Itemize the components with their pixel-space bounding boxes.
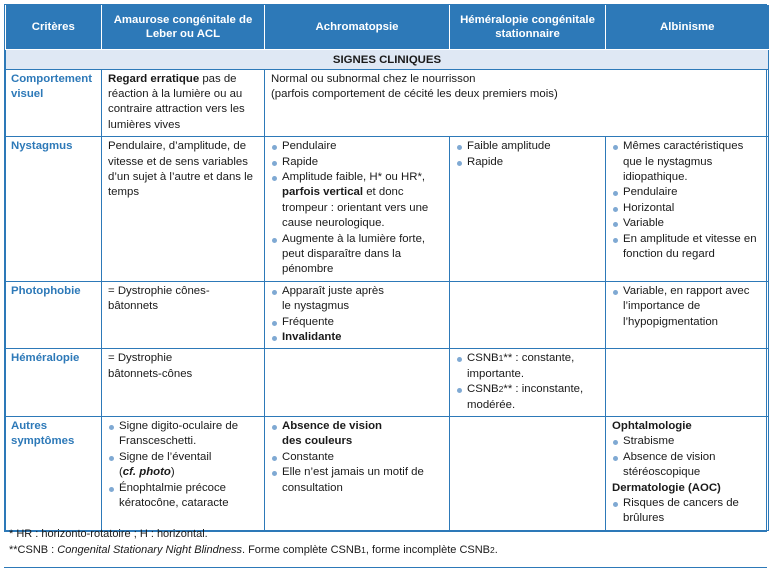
cell-autres-hcs [450, 417, 606, 531]
list-item: Pendulaire [612, 185, 763, 200]
list-item [456, 382, 600, 413]
text-forme-incomplete: , forme incomplète CSNB [365, 544, 491, 556]
list-item: Mêmes caractéristiques que le nystagmus idiopathique. [612, 139, 763, 185]
clinical-signs-table-frame [4, 4, 767, 532]
text-regard-erratique: Regard erratique [108, 72, 200, 85]
text-csnb-index: 2 [498, 384, 504, 395]
list-item: Absence de vision stéréoscopique [612, 450, 763, 481]
header-criteres: Critères [6, 5, 102, 49]
cell-nystagmus-acl: Pendulaire, d’amplitude, de vitesse et de sens variables d’un sujet à l’autre et dans le temps [102, 137, 265, 282]
label-nystagmus: Nystagmus [6, 137, 102, 282]
list-item [271, 170, 444, 232]
text-period: . [494, 544, 498, 556]
list-photophobie-achro [271, 284, 444, 346]
row-autres [6, 417, 769, 531]
cell-hemeralopie-achro [265, 349, 450, 417]
row-photophobie [6, 281, 769, 349]
text-regard-rest: pas de réaction à la lumière ou au contraire attraction vers les lumières vives [108, 72, 245, 131]
header-albinisme: Albinisme [606, 5, 769, 49]
row-comportement [6, 69, 769, 137]
header-acl: Amaurose congénitale de Leber ou ACL [102, 5, 265, 49]
heading-ophtalmologie: Ophtalmologie [612, 420, 692, 433]
footnotes [4, 526, 767, 558]
label-comportement: Comportement visuel [6, 69, 102, 137]
cell-photophobie-albi [606, 281, 769, 349]
text-csnb-desc: ** : inconstante, modérée. [467, 383, 584, 411]
heading-dermatologie: Dermatologie (AOC) [612, 481, 721, 494]
cell-comportement-merged [265, 69, 769, 137]
list-item: Horizontal [612, 201, 763, 216]
text-paren-close: ) [170, 466, 175, 479]
label-autres: Autres symptômes [6, 417, 102, 531]
list-item: Absence de vision des couleurs [271, 419, 444, 450]
text-csnb-1: 1 [361, 545, 366, 555]
section-row [6, 49, 769, 69]
cell-nystagmus-hcs [450, 137, 606, 282]
list-item: Énophtalmie précoce kératocône, cataracte [108, 481, 259, 512]
cell-nystagmus-achro [265, 137, 450, 282]
cell-autres-albi [606, 417, 769, 531]
clinical-signs-table [5, 5, 769, 531]
list-item [108, 450, 259, 481]
cell-nystagmus-albi [606, 137, 769, 282]
header-hcs: Héméralopie congénitale stationnaire [450, 5, 606, 49]
list-item: Constante [271, 450, 444, 465]
text-parfois-vertical: parfois vertical [282, 186, 364, 199]
list-item: Pendulaire [271, 139, 444, 154]
list-item [456, 351, 600, 382]
text-amplitude: Amplitude faible, H* ou HR*, [282, 170, 426, 183]
list-hemeralopie-hcs [456, 351, 600, 413]
cell-photophobie-hcs [450, 281, 606, 349]
list-item: Risques de cancers de brûlures [612, 496, 763, 527]
list-item: Rapide [456, 155, 600, 170]
header-row [6, 5, 769, 49]
list-item: Fréquente [271, 315, 444, 330]
text-paren-open: ( [119, 466, 123, 479]
list-nystagmus-albi [612, 139, 763, 262]
list-nystagmus-achro [271, 139, 444, 278]
list-autres-albi-dermato [612, 496, 763, 527]
list-item: Strabisme [612, 434, 763, 449]
text-csnb-index: 1 [498, 353, 504, 364]
text-csnb-english: Congenital Stationary Night Blindness [57, 544, 242, 556]
text-forme-complete: . Forme complète CSNB [241, 544, 362, 556]
row-hemeralopie [6, 349, 769, 417]
cell-hemeralopie-albi [606, 349, 769, 417]
list-item: Faible amplitude [456, 139, 600, 154]
list-item: Signe digito-oculaire de Fransceschetti. [108, 419, 259, 450]
cell-photophobie-achro [265, 281, 450, 349]
list-item: En amplitude et vitesse en fonction du regard [612, 232, 763, 263]
footnote-hr: * HR : horizonto-rotatoire ; H : horizontal. [9, 528, 208, 540]
list-item: Variable [612, 216, 763, 231]
text-cecite: (parfois comportement de cécité les deux premiers mois) [271, 87, 558, 100]
list-autres-achro [271, 419, 444, 496]
list-item: Augmente à la lumière forte, peut disparaître dans la pénombre [271, 232, 444, 278]
label-photophobie: Photophobie [6, 281, 102, 349]
cell-autres-achro [265, 417, 450, 531]
text-csnb: CSNB [467, 352, 499, 365]
text-csnb-prefix: **CSNB : [9, 544, 58, 556]
text-csnb-desc: ** : constante, importante. [467, 352, 575, 380]
cell-hemeralopie-acl: = Dystrophie bâtonnets-cônes [102, 349, 265, 417]
text-cf-photo: cf. photo [122, 466, 171, 479]
list-autres-acl [108, 419, 259, 511]
list-item: Elle n’est jamais un motif de consultation [271, 465, 444, 496]
list-nystagmus-hcs [456, 139, 600, 170]
text-eventail: Signe de l’éventail [119, 450, 212, 463]
cell-autres-acl [102, 417, 265, 531]
cell-photophobie-acl: = Dystrophie cônes-bâtonnets [102, 281, 265, 349]
list-autres-albi-ophtalmo [612, 434, 763, 480]
text-csnb-2: 2 [490, 545, 495, 555]
text-csnb: CSNB [467, 383, 499, 396]
text-normal: Normal ou subnormal chez le nourrisson [271, 72, 476, 85]
list-item: Rapide [271, 155, 444, 170]
header-achromatopsie: Achromatopsie [265, 5, 450, 49]
list-item: Apparaît juste après le nystagmus [271, 284, 444, 315]
label-hemeralopie: Héméralopie [6, 349, 102, 417]
footnote-csnb [9, 542, 767, 558]
list-item: Variable, en rapport avec l’importance de l’hypopigmentation [612, 284, 763, 330]
list-photophobie-albi [612, 284, 763, 330]
bottom-rule [4, 567, 767, 568]
text-trompeur: et donc trompeur : orientant vers une cause neurologique. [282, 186, 429, 230]
cell-comportement-acl [102, 69, 265, 137]
list-item: Invalidante [271, 330, 444, 345]
row-nystagmus [6, 137, 769, 282]
cell-hemeralopie-hcs [450, 349, 606, 417]
section-title: SIGNES CLINIQUES [6, 49, 769, 69]
